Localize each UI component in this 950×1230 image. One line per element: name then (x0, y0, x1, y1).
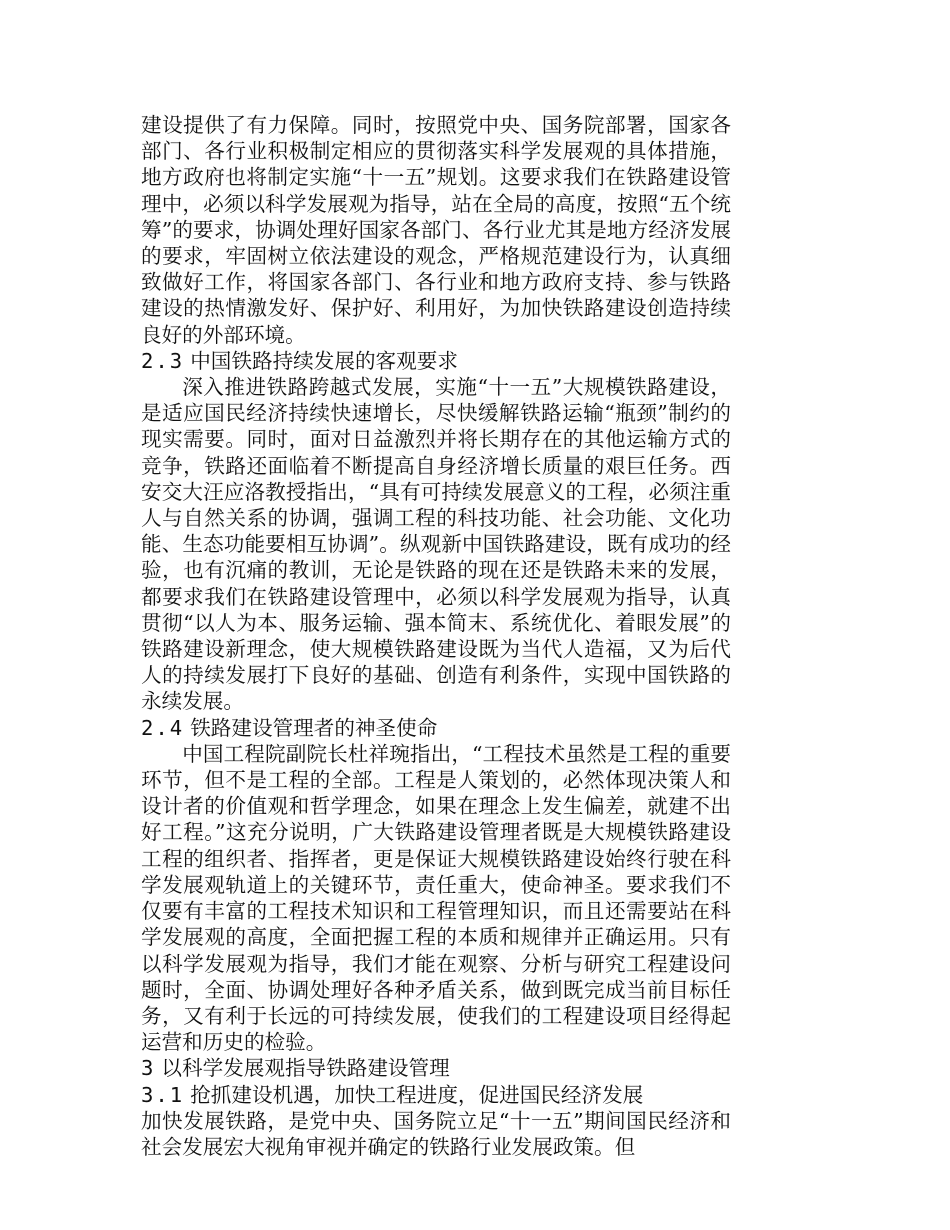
document-page (141, 112, 731, 1160)
section-number: 2.4 (141, 715, 185, 740)
section-title: 中国铁路持续发展的客观要求 (190, 348, 458, 373)
section-number: 3.1 (141, 1082, 185, 1107)
body-paragraph: 深入推进铁路跨越式发展，实施“十一五”大规模铁路建设，是适应国民经济持续快速增长，尽快缓解铁路运输“瓶颈”制约的现实需要。同时，面对日益激烈并将长期存在的其他运输方式的竞争，铁路还面临着不断提高自身经济增长质量的艰巨任务。西安交大汪应洛教授指出，“具有可持续发展意义的工程，必须注重人与自然关系的协调，强调工程的科技功能、社会功能、文化功能、生态功能要相互协调”。纵观新中国铁路建设，既有成功的经验，也有沉痛的教训，无论是铁路的现在还是铁路未来的发展，都要求我们在铁路建设管理中，必须以科学发展观为指导，认真贯彻“以人为本、服务运输、强本简末、系统优化、着眼发展”的铁路建设新理念，使大规模铁路建设既为当代人造福，又为后代人的持续发展打下良好的基础、创造有利条件，实现中国铁路的永续发展。 (141, 375, 731, 714)
section-title: 抢抓建设机遇，加快工程进度，促进国民经济发展 (190, 1082, 644, 1107)
section-title: 以科学发展观指导铁路建设管理 (161, 1056, 450, 1081)
section-number: 2.3 (141, 348, 185, 373)
section-title: 铁路建设管理者的神圣使命 (190, 715, 438, 740)
section-heading-2-3 (141, 348, 731, 374)
body-paragraph: 加快发展铁路，是党中央、国务院立足“十一五”期间国民经济和社会发展宏大视角审视并确定的铁路行业发展政策。但 (141, 1108, 731, 1159)
section-heading-3-1 (141, 1082, 731, 1108)
body-paragraph: 建设提供了有力保障。同时，按照党中央、国务院部署，国家各部门、各行业积极制定相应的贯彻落实科学发展观的具体措施，地方政府也将制定实施“十一五”规划。这要求我们在铁路建设管理中，必须以科学发展观为指导，站在全局的高度，按照“五个统筹”的要求，协调处理好国家各部门、各行业尤其是地方经济发展的要求，牢固树立依法建设的观念，严格规范建设行为，认真细致做好工作，将国家各部门、各行业和地方政府支持、参与铁路建设的热情激发好、保护好、利用好，为加快铁路建设创造持续良好的外部环境。 (141, 113, 731, 347)
section-number: 3 (141, 1056, 156, 1081)
section-heading-3 (141, 1055, 731, 1081)
body-paragraph: 中国工程院副院长杜祥琬指出，“工程技术虽然是工程的重要环节，但不是工程的全部。工程是人策划的，必然体现决策人和设计者的价值观和哲学理念，如果在理念上发生偏差，就建不出好工程。”这充分说明，广大铁路建设管理者既是大规模铁路建设工程的组织者、指挥者，更是保证大规模铁路建设始终行驶在科学发展观轨道上的关键环节，责任重大，使命神圣。要求我们不仅要有丰富的工程技术知识和工程管理知识，而且还需要站在科学发展观的高度，全面把握工程的本质和规律并正确运用。只有以科学发展观为指导，我们才能在观察、分析与研究工程建设问题时，全面、协调处理好各种矛盾关系，做到既完成当前目标任务，又有利于长远的可持续发展，使我们的工程建设项目经得起运营和历史的检验。 (141, 741, 731, 1055)
section-heading-2-4 (141, 715, 731, 741)
